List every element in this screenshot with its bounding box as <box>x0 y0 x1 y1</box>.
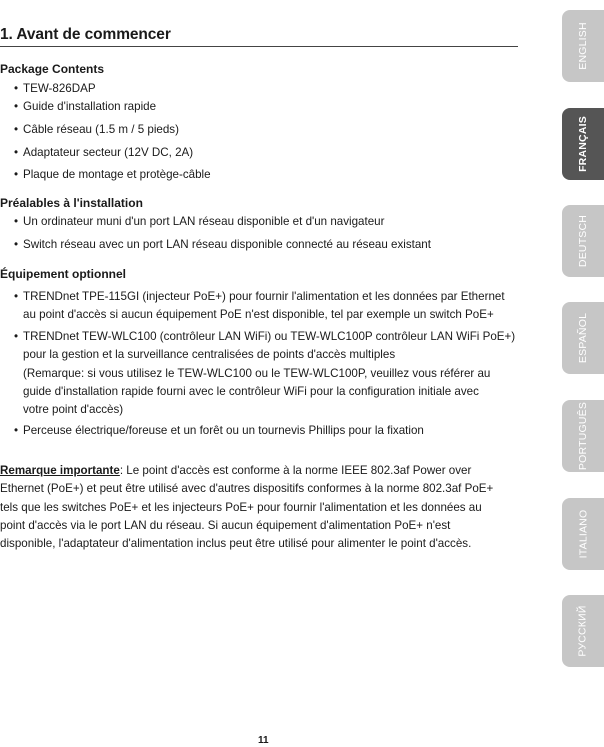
list-item: • TRENDnet TPE-115GI (injecteur PoE+) pour fournir l'alimentation et les données par Ethernet au point d'accès si aucun équipement PoE n'est disponible, tel par exemple un switch PoE+ <box>14 290 505 322</box>
list-item: • Plaque de montage et protège-câble <box>14 168 211 181</box>
list-item: • Un ordinateur muni d'un port LAN réseau disponible et d'un navigateur <box>14 215 385 228</box>
list-item: • TEW-826DAP <box>14 82 96 95</box>
list-item: • Câble réseau (1.5 m / 5 pieds) <box>14 123 179 136</box>
list-item: • TRENDnet TEW-WLC100 (contrôleur LAN WiFi) ou TEW-WLC100P contrôleur LAN WiFi PoE+) pour la gestion et la surveillance centralisées de points d'accès multiples (Remarque: si vous utilisez le TEW-WLC100 ou le TEW-WLC100P, veuillez vous référer au guide d'installation rapide fourni avec le contrôleur WiFi pour la configuration initiale avec votre point d'accès) <box>14 330 516 417</box>
tab-italiano[interactable]: ITALIANO <box>562 498 604 570</box>
package-contents-heading: Package Contents <box>0 62 105 76</box>
optional-equipment-heading: Équipement optionnel <box>0 267 126 281</box>
important-note: Remarque importante: Le point d'accès est conforme à la norme IEEE 802.3af Power over Ethernet (PoE+) et peut être utilisé avec d'autres dispositifs conformes à la norme 802.3af PoE+ tels que les switches PoE+ et les injecteurs PoE+ pour fournir l'alimentation et les données au point d'accès via le port LAN du réseau. Si aucun équipement d'alimentation PoE+ n'est disponible, l'adaptateur d'alimentation inclus peut être utilisé pour alimenter le point d'accès. <box>0 464 494 551</box>
list-item: • Switch réseau avec un port LAN réseau disponible connecté au réseau existant <box>14 238 431 251</box>
page-title: 1. Avant de commencer <box>0 26 518 47</box>
language-tabs <box>562 0 604 747</box>
note-label: Remarque importante <box>0 464 120 477</box>
list-item: • Guide d'installation rapide <box>14 100 157 113</box>
prerequisites-heading: Préalables à l'installation <box>0 196 143 210</box>
tab-portugues[interactable]: PORTUGUÊS <box>562 400 604 472</box>
tab-espanol[interactable]: ESPAÑOL <box>562 302 604 374</box>
tab-russian[interactable]: РУССКИЙ <box>562 595 604 667</box>
tab-deutsch[interactable]: DEUTSCH <box>562 205 604 277</box>
tab-english[interactable]: ENGLISH <box>562 10 604 82</box>
tab-francais[interactable]: FRANÇAIS <box>562 108 604 180</box>
list-item: • Perceuse électrique/foreuse et un forêt ou un tournevis Phillips pour la fixation <box>14 424 424 437</box>
page-number: 11 <box>258 735 269 746</box>
list-item: • Adaptateur secteur (12V DC, 2A) <box>14 146 194 159</box>
